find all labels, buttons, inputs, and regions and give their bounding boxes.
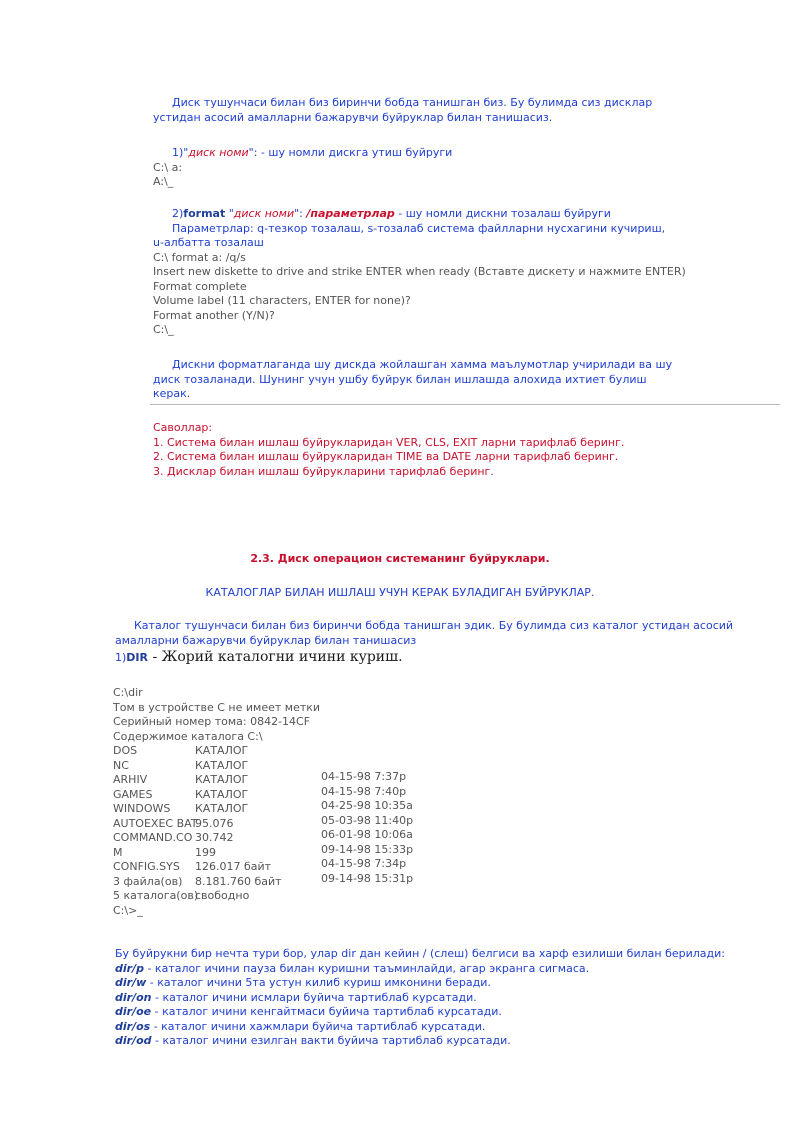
dir-prompt: C:\>_ (113, 903, 143, 917)
dir-entry-info: КАТАЛОГ (195, 744, 249, 757)
dir-entry-name: 5 каталога(ов) (113, 889, 199, 902)
format-warning-paragraph (153, 358, 678, 402)
dir-output-line: C:\dir (113, 686, 143, 699)
dir-entry-row (113, 759, 320, 774)
section-title: 2.3. Диск операцион системанинг буйруклари. (250, 552, 550, 565)
dir-variant-item (115, 1034, 755, 1049)
command-2-params-description: Параметрлар: q-тезкор тозалаш, s-тозалаб система файлларни нусхагини кучириш, u-албатта тозалаш (153, 221, 666, 249)
dir-entry-info: 126.017 байт (195, 860, 272, 873)
dir-variant-command: dir/oe (115, 1005, 152, 1018)
dir-date: 04-15-98 7:34p (321, 857, 407, 870)
dir-entry-info: свободно (195, 889, 250, 902)
command-1-heading (153, 146, 678, 161)
dir-date: 05-03-98 11:40p (321, 813, 414, 827)
dir-entry-row (113, 831, 320, 846)
dir-entry-name: NC (113, 758, 129, 772)
dir-variant-item (115, 962, 755, 977)
dir-variant-item (115, 1020, 755, 1035)
dir-variant-item (115, 1005, 755, 1020)
question-item: 1. Система билан ишлаш буйрукларидан VER, CLS, EXIT ларни тарифлаб беринг. (153, 435, 625, 449)
command-2-keyword: format (183, 207, 226, 220)
dir-dates-column (321, 770, 413, 886)
dir-variant-description: - каталог ичини пауза билан куришни таъминлайди, агар экранга сигмаса. (143, 961, 590, 975)
dir-command-keyword: DIR (126, 651, 148, 664)
command-2-block (153, 207, 686, 338)
command-2-example-line: Volume label (11 characters, ENTER for none)? (153, 294, 411, 307)
disk-intro-paragraph (153, 96, 678, 125)
dir-entry-row (113, 889, 320, 904)
dir-entry-name: AUTOEXEC BAT (113, 816, 198, 830)
dir-entry-row (113, 744, 320, 759)
dir-variant-item (115, 991, 755, 1006)
dir-variant-item (115, 976, 755, 991)
dir-entry-info: 95.076 (195, 816, 234, 830)
question-item: 2. Система билан ишлаш буйрукларидан TIME ва DATE ларни тарифлаб беринг. (153, 450, 619, 463)
dir-variant-command: dir/od (115, 1034, 152, 1047)
dir-variant-command: dir/on (115, 990, 152, 1004)
dir-entry-row (113, 773, 320, 788)
dir-date: 04-15-98 7:40p (321, 784, 407, 798)
dir-date: 09-14-98 15:31p (321, 871, 414, 885)
command-2-number: 2) (172, 207, 184, 220)
dir-variant-description: - каталог ичини езилган вакти буйича тартиблаб курсатади. (151, 1034, 511, 1047)
catalog-intro-text: Каталог тушунчаси билан биз биринчи бобда танишган эдик. Бу булимда сиз каталог устидан асосий амалларни бажарувчи буйруклар билан танишасиз (115, 619, 734, 647)
dir-output-line: Том в устройстве C не имеет метки (113, 700, 321, 714)
command-2-quote-open: " (225, 207, 234, 220)
command-2-params-label: /параметрлар (306, 207, 395, 220)
dir-variant-description: - каталог ичини исмлари буйича тартиблаб курсатади. (151, 990, 477, 1004)
dir-entry-row (113, 846, 320, 861)
dir-entry-row (113, 817, 320, 832)
dir-command-description: - Жорий каталогни ичини куриш. (148, 649, 403, 665)
command-1-prefix: 1)" (172, 146, 189, 159)
dir-date: 09-14-98 15:33p (321, 842, 414, 856)
dir-entry-info: 30.742 (195, 831, 234, 844)
dir-entry-name: 3 файла(ов) (113, 874, 183, 888)
dir-output-line: Содержимое каталога C:\ (113, 729, 263, 743)
command-1-name: диск номи (188, 146, 249, 159)
command-1-example-line: A:\_ (153, 175, 174, 188)
dir-entry-name: COMMAND.CO (113, 831, 193, 844)
questions-title: Саволлар: (153, 421, 213, 434)
dir-entry-row (113, 860, 320, 875)
command-1-description: ": - шу номли дискга утиш буйруги (248, 146, 453, 159)
dir-variant-description: - каталог ичини 5та устун килиб куриш имконини беради. (146, 976, 491, 989)
dir-entry-name: CONFIG.SYS (113, 860, 180, 873)
dir-variants-block (115, 947, 755, 1049)
dir-variant-description: - каталог ичини кенгайтмаси буйича тартиблаб курсатади. (151, 1005, 502, 1018)
dir-entry-row (113, 875, 320, 890)
dir-entry-name: ARHIV (113, 773, 148, 786)
question-item: 3. Дисклар билан ишлаш буйрукларини тарифлаб беринг. (153, 464, 494, 478)
catalog-intro-paragraph (115, 619, 735, 648)
dir-entry-name: WINDOWS (113, 802, 171, 815)
dir-entry-info: 199 (195, 845, 216, 859)
command-2-description: - шу номли дискни тозалаш буйруги (394, 207, 611, 220)
command-2-heading (153, 207, 678, 222)
command-2-example-line: Format another (Y/N)? (153, 308, 275, 322)
dir-variant-command: dir/w (115, 976, 147, 989)
dir-entry-name: M (113, 845, 123, 859)
section-subtitle: КАТАЛОГЛАР БИЛАН ИШЛАШ УЧУН КЕРАК БУЛАДИГАН БУЙРУКЛАР. (205, 586, 595, 599)
dir-entry-info: КАТАЛОГ (195, 787, 249, 801)
format-warning-text: Дискни форматлаганда шу дискда жойлашган хамма маълумотлар учирилади ва шу диск тозаланади. Шунинг учун ушбу буйрук билан ишлашда алохида ихтиет булиш керак. (153, 358, 673, 400)
dir-output-line: Серийный номер тома: 0842-14CF (113, 715, 311, 728)
dir-entry-name: GAMES (113, 787, 153, 801)
dir-variants-intro: Бу буйрукни бир нечта тури бор, улар dir дан кейин / (слеш) белгиси ва харф езилиши билан берилади: (115, 947, 725, 960)
dir-entry-info: КАТАЛОГ (195, 758, 249, 772)
command-2-example-line: Insert new diskette to drive and strike ENTER when ready (Вставте дискету и нажмите ENTER) (153, 265, 686, 278)
command-1-block (153, 146, 678, 190)
command-2-example-line: C:\_ (153, 323, 174, 336)
command-2-argument: диск номи (233, 207, 295, 220)
command-1-example-line: C:\ a: (153, 160, 183, 174)
dir-variant-command: dir/os (115, 1019, 151, 1033)
dir-entry-row (113, 788, 320, 803)
questions-block (153, 421, 678, 479)
dir-date: 04-15-98 7:37p (321, 770, 407, 783)
dir-entry-name: DOS (113, 744, 138, 757)
command-2-example-line: C:\ format a: /q/s (153, 250, 246, 264)
dir-date: 04-25-98 10:35a (321, 799, 413, 812)
dir-variant-command: dir/p (115, 961, 144, 975)
disk-intro-text: Диск тушунчаси билан биз биринчи бобда танишган биз. Бу булимда сиз дисклар устидан асосий амалларни бажарувчи буйруклар билан танишасиз. (153, 96, 653, 124)
dir-command-heading (115, 649, 403, 665)
dir-output-listing (113, 686, 320, 918)
dir-entry-info: 8.181.760 байт (195, 874, 282, 888)
dir-entry-info: КАТАЛОГ (195, 773, 249, 786)
dir-date: 06-01-98 10:06a (321, 828, 413, 841)
dir-entry-row (113, 802, 320, 817)
dir-variant-description: - каталог ичини хажмлари буйича тартиблаб курсатади. (150, 1019, 486, 1033)
command-2-quote-close: ": (294, 207, 307, 220)
dir-command-number: 1) (115, 651, 127, 664)
dir-entry-info: КАТАЛОГ (195, 802, 249, 815)
section-divider (150, 404, 780, 405)
command-2-example-line: Format complete (153, 279, 247, 293)
